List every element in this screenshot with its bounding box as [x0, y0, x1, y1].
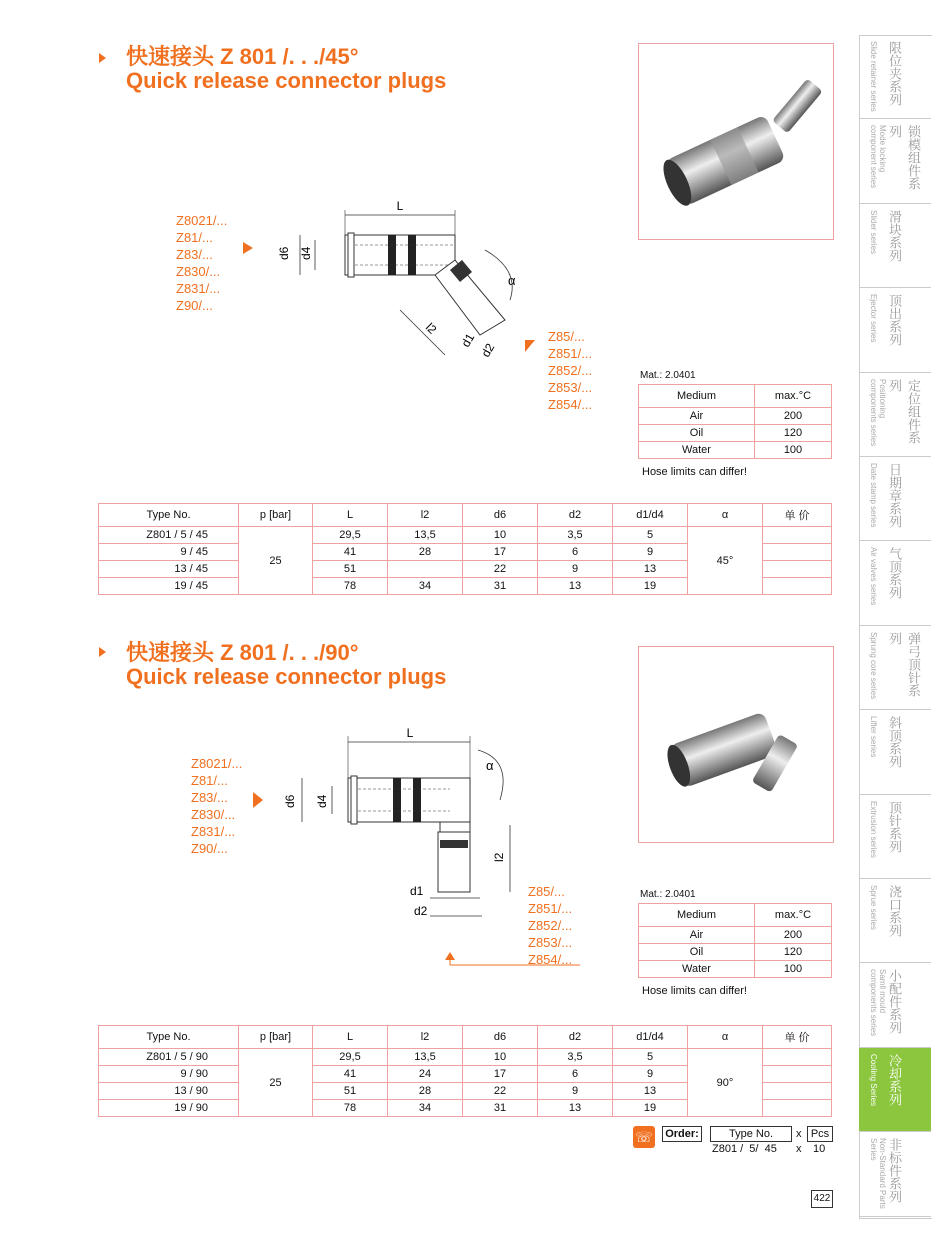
sidebar-item[interactable] [859, 119, 931, 203]
value-cell: 29,5 [313, 527, 388, 544]
section2-title-en: Quick release connector plugs [126, 664, 447, 689]
dim-L: L [396, 199, 404, 213]
value-cell: 13 [613, 1083, 688, 1100]
code-item: Z81/... [191, 773, 228, 788]
code-item: Z81/... [176, 230, 213, 245]
sidebar-item[interactable] [859, 35, 931, 119]
price-cell [763, 561, 832, 578]
sidebar-item[interactable] [859, 541, 931, 625]
dim-d4: d4 [315, 794, 329, 808]
value-cell: 17 [463, 544, 538, 561]
value-cell: 28 [388, 544, 463, 561]
section2-left-codes [191, 755, 242, 857]
code-item: Z831/... [191, 824, 236, 839]
sidebar-item[interactable] [859, 204, 931, 288]
sidebar-item-label-cn: 限位夹系列 [887, 41, 902, 106]
code-item: Z851/... [528, 901, 573, 916]
sidebar-item-label-en: Extrusion series [869, 800, 878, 858]
code-item: Z851/... [548, 346, 593, 361]
value-cell: 9 [538, 1083, 613, 1100]
sidebar-item-label-en: Sprue series [869, 885, 878, 930]
temp-cell: 100 [755, 442, 832, 459]
value-cell: 31 [463, 578, 538, 595]
th-d1d4: d1/d4 [613, 1026, 688, 1049]
sidebar-item[interactable] [859, 795, 931, 879]
sidebar-item-label-en: Positioning components series [869, 378, 887, 446]
value-cell: 10 [463, 527, 538, 544]
code-item: Z90/... [191, 841, 228, 856]
sidebar-item-label-cn: 顶针系列 [887, 800, 902, 853]
value-cell: 13,5 [388, 1049, 463, 1066]
value-cell: 34 [388, 1100, 463, 1117]
phone-icon: ☏ [633, 1126, 655, 1148]
value-cell: 13 [613, 561, 688, 578]
temp-cell: 120 [755, 944, 832, 961]
sidebar-item-label-cn: 气顶系列 [887, 547, 902, 600]
value-cell: 19 [613, 578, 688, 595]
sidebar-item-label-en: Date stamp series [869, 463, 878, 528]
th-alpha: α [688, 1026, 763, 1049]
section1-spec-table [98, 503, 832, 595]
sidebar-item-label-cn: 定位组件系列 [887, 378, 921, 444]
value-cell: 9 [613, 1066, 688, 1083]
th-price: 单 价 [763, 1026, 832, 1049]
value-cell: 13 [538, 578, 613, 595]
price-cell [763, 578, 832, 595]
dim-d1: d1 [458, 330, 478, 350]
price-cell [763, 527, 832, 544]
code-item: Z83/... [191, 790, 228, 805]
section1-drawing [240, 190, 560, 370]
th-type: Type No. [99, 504, 239, 527]
th-d6: d6 [463, 1026, 538, 1049]
arrow-diag-icon [525, 340, 535, 352]
dim-L: L [406, 726, 414, 740]
value-cell: 41 [313, 1066, 388, 1083]
dim-l2: l2 [422, 320, 440, 337]
pressure-cell: 25 [239, 1049, 313, 1117]
sidebar-item[interactable] [859, 1132, 931, 1216]
sidebar-item-label-cn: 日期章系列 [887, 463, 902, 528]
sidebar-item[interactable] [859, 288, 931, 372]
code-item: Z852/... [548, 363, 593, 378]
code-item: Z852/... [528, 918, 573, 933]
type-cell: Z801 / 5 / 90 [99, 1049, 239, 1066]
code-item: Z8021/... [176, 213, 228, 228]
order-example-x: x [796, 1143, 802, 1155]
code-item: Z854/... [548, 397, 593, 412]
value-cell: 9 [613, 544, 688, 561]
section2-hose-note: Hose limits can differ! [642, 985, 747, 997]
temp-cell: 120 [755, 425, 832, 442]
dim-l2: l2 [492, 852, 506, 862]
sidebar-item-label-en: Lifter series [869, 716, 878, 758]
value-cell: 51 [313, 561, 388, 578]
value-cell: 13 [538, 1100, 613, 1117]
th-d1d4: d1/d4 [613, 504, 688, 527]
sidebar-item[interactable] [859, 963, 931, 1047]
th-l2: l2 [388, 1026, 463, 1049]
sidebar-item-label-en: Air valves series [869, 547, 878, 606]
th-L: L [313, 504, 388, 527]
sidebar-item[interactable] [859, 710, 931, 794]
value-cell: 6 [538, 1066, 613, 1083]
value-cell: 41 [313, 544, 388, 561]
value-cell: 31 [463, 1100, 538, 1117]
section2-material: Mat.: 2.0401 [640, 889, 696, 900]
sidebar-item-label-cn: 顶出系列 [887, 294, 902, 347]
type-cell: 19 / 90 [99, 1100, 239, 1117]
section1-hose-note: Hose limits can differ! [642, 466, 747, 478]
sidebar-item-label-cn: 小配件系列 [887, 969, 902, 1035]
type-cell: 9 / 90 [99, 1066, 239, 1083]
order-example-type: Z801 / 5/ 45 [712, 1143, 777, 1155]
sidebar-item[interactable] [859, 879, 931, 963]
type-cell: Z801 / 5 / 45 [99, 527, 239, 544]
dim-d4: d4 [299, 246, 313, 260]
value-cell: 34 [388, 578, 463, 595]
th-alpha: α [688, 504, 763, 527]
sidebar-item-label-en: Sprung core series [869, 631, 878, 699]
code-item: Z85/... [548, 329, 585, 344]
sidebar-item[interactable] [859, 457, 931, 541]
arrow-right-icon [243, 242, 253, 254]
order-label: Order: [662, 1126, 702, 1142]
connector-45-image [639, 44, 833, 239]
section2-title-cn: 快速接头 Z 801 /. . ./90° [126, 640, 359, 665]
code-item: Z83/... [176, 247, 213, 262]
arrow-right-icon [253, 792, 263, 808]
sidebar-item-label-en: Slider series [869, 209, 878, 254]
section1-material: Mat.: 2.0401 [640, 370, 696, 381]
value-cell: 78 [313, 1100, 388, 1117]
alpha-cell: 90° [688, 1049, 763, 1117]
value-cell: 28 [388, 1083, 463, 1100]
value-cell: 3,5 [538, 527, 613, 544]
price-cell [763, 1100, 832, 1117]
arrow-up-icon [445, 952, 455, 960]
sidebar-item-label-cn: 滑块系列 [887, 209, 902, 262]
section1-left-codes [176, 212, 227, 314]
sidebar-item-label-en: Ejector series [869, 294, 878, 343]
max-temp-header: max.°C [755, 904, 832, 927]
medium-header: Medium [639, 904, 755, 927]
th-L: L [313, 1026, 388, 1049]
code-item: Z853/... [548, 380, 593, 395]
temp-cell: 200 [755, 927, 832, 944]
pressure-cell: 25 [239, 527, 313, 595]
section2-bullet-icon [99, 647, 106, 657]
order-pcs-label: Pcs [807, 1126, 833, 1142]
sidebar-item-label-cn: 锁模组件系列 [887, 125, 921, 191]
sidebar-item-label-en: Non-Standard Parts Series [869, 1138, 887, 1209]
sidebar-item-label-en: Slide retainer series [869, 41, 878, 112]
order-x: x [796, 1128, 802, 1140]
order-example-qty: 10 [813, 1143, 826, 1155]
sidebar-item[interactable] [859, 373, 931, 457]
value-cell: 24 [388, 1066, 463, 1083]
section2-product-photo [638, 646, 834, 843]
price-cell [763, 1066, 832, 1083]
type-cell: 13 / 90 [99, 1083, 239, 1100]
section1-medium-table [638, 384, 832, 459]
value-cell: 5 [613, 527, 688, 544]
alpha-cell: 45° [688, 527, 763, 595]
dim-alpha: α [508, 273, 516, 288]
section2-drawing [250, 720, 590, 970]
max-temp-header: max.°C [755, 385, 832, 408]
value-cell: 5 [613, 1049, 688, 1066]
sidebar-item-label-cn: 弹弓顶针系列 [887, 631, 921, 697]
code-item: Z830/... [191, 807, 236, 822]
th-l2: l2 [388, 504, 463, 527]
medium-cell: Air [639, 927, 755, 944]
temp-cell: 100 [755, 961, 832, 978]
th-pbar: p [bar] [239, 504, 313, 527]
temp-cell: 200 [755, 408, 832, 425]
th-d6: d6 [463, 504, 538, 527]
price-cell [763, 1049, 832, 1066]
price-cell [763, 544, 832, 561]
section1-title-en: Quick release connector plugs [126, 68, 447, 93]
section1-bullet-icon [99, 53, 106, 63]
value-cell: 17 [463, 1066, 538, 1083]
type-cell: 19 / 45 [99, 578, 239, 595]
value-cell: 13,5 [388, 527, 463, 544]
th-type: Type No. [99, 1026, 239, 1049]
sidebar-item-label-cn: 冷却系列 [887, 1053, 902, 1106]
medium-cell: Air [639, 408, 755, 425]
table-row [99, 527, 832, 544]
connector-90-image [639, 647, 833, 842]
section1-title-cn: 快速接头 Z 801 /. . ./45° [126, 44, 359, 69]
medium-header: Medium [639, 385, 755, 408]
sidebar-item-label-cn: 非标件系列 [887, 1138, 902, 1204]
dim-alpha: α [486, 758, 494, 773]
value-cell: 29,5 [313, 1049, 388, 1066]
dim-d2: d2 [478, 340, 498, 360]
medium-cell: Oil [639, 944, 755, 961]
medium-cell: Oil [639, 425, 755, 442]
th-pbar: p [bar] [239, 1026, 313, 1049]
value-cell: 78 [313, 578, 388, 595]
type-cell: 13 / 45 [99, 561, 239, 578]
table-row [99, 1049, 832, 1066]
code-item: Z831/... [176, 281, 221, 296]
value-cell: 51 [313, 1083, 388, 1100]
page-number: 422 [811, 1190, 833, 1208]
value-cell: 6 [538, 544, 613, 561]
sidebar-item[interactable] [859, 1048, 931, 1132]
th-price: 单 价 [763, 504, 832, 527]
dim-d6: d6 [277, 246, 291, 260]
value-cell: 22 [463, 1083, 538, 1100]
value-cell [388, 561, 463, 578]
section1-product-photo [638, 43, 834, 240]
code-item: Z8021/... [191, 756, 243, 771]
code-item: Z830/... [176, 264, 221, 279]
medium-cell: Water [639, 961, 755, 978]
sidebar-item-label-cn: 斜顶系列 [887, 716, 902, 769]
price-cell [763, 1083, 832, 1100]
code-item: Z90/... [176, 298, 213, 313]
code-item: Z854/... [528, 952, 573, 967]
value-cell: 19 [613, 1100, 688, 1117]
sidebar-item-label-en: Mode locking component series [869, 125, 887, 189]
section2-spec-table [98, 1025, 832, 1117]
sidebar-item-label-en: Cooling Series [869, 1053, 878, 1106]
order-type-label: Type No. [710, 1126, 792, 1142]
type-cell: 9 / 45 [99, 544, 239, 561]
value-cell: 9 [538, 561, 613, 578]
code-item: Z85/... [528, 884, 565, 899]
value-cell: 22 [463, 561, 538, 578]
section2-medium-table [638, 903, 832, 978]
dim-d1: d1 [410, 884, 424, 898]
sidebar-item[interactable] [859, 626, 931, 710]
dim-d6: d6 [283, 794, 297, 808]
value-cell: 10 [463, 1049, 538, 1066]
code-item: Z853/... [528, 935, 573, 950]
medium-cell: Water [639, 442, 755, 459]
th-d2: d2 [538, 504, 613, 527]
sidebar-item-label-cn: 浇口系列 [887, 885, 902, 937]
sidebar-item-label-en: Samll mould components series [869, 969, 887, 1037]
th-d2: d2 [538, 1026, 613, 1049]
value-cell: 3,5 [538, 1049, 613, 1066]
dim-d2: d2 [414, 904, 428, 918]
